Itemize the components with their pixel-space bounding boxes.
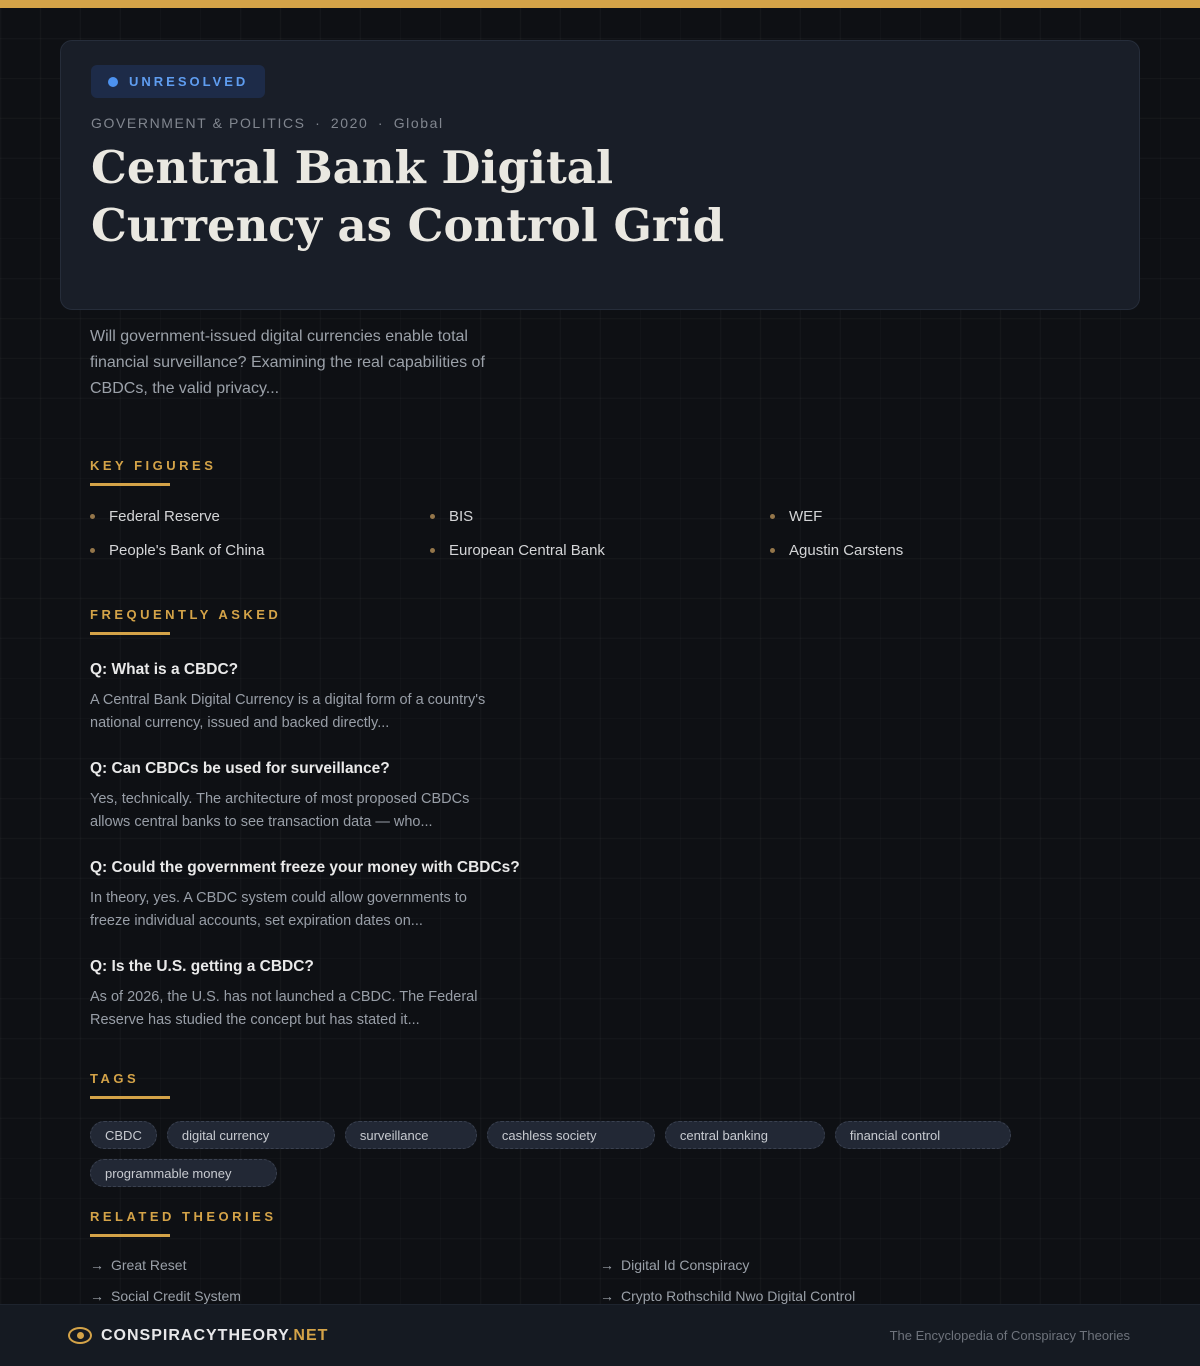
- key-figure-label: BIS: [449, 508, 474, 525]
- year-label: 2020: [330, 115, 369, 131]
- faq-question: Q: What is a CBDC?: [90, 661, 239, 678]
- footer-tagline: The Encyclopedia of Conspiracy Theories: [889, 1328, 1130, 1343]
- top-accent-bar: [0, 0, 1200, 8]
- list-item: [770, 508, 1110, 525]
- faq-item: [90, 760, 1110, 833]
- eye-pupil-icon: [77, 1332, 84, 1339]
- status-dot-icon: [108, 77, 118, 87]
- region-label: Global: [393, 115, 444, 131]
- faq-heading: FREQUENTLY ASKED: [90, 607, 282, 622]
- bullet-icon: [770, 548, 775, 553]
- key-figure-label: WEF: [789, 508, 823, 525]
- key-figure-label: European Central Bank: [449, 542, 605, 559]
- arrow-right-icon: →: [600, 1257, 614, 1273]
- bullet-icon: [430, 514, 435, 519]
- key-figures-list: [90, 508, 1110, 559]
- related-theory-link[interactable]: [90, 1288, 600, 1304]
- faq-question: Q: Could the government freeze your money with CBDCs?: [90, 859, 520, 876]
- list-item: [430, 542, 770, 559]
- tag-pill[interactable]: financial control: [835, 1121, 1011, 1149]
- tag-pill[interactable]: central banking: [665, 1121, 825, 1149]
- main-content: [60, 310, 1140, 1304]
- bullet-icon: [90, 548, 95, 553]
- arrow-right-icon: →: [90, 1257, 104, 1273]
- list-item: [770, 542, 1110, 559]
- related-theories-section: [90, 1209, 1110, 1304]
- faq-answer: Yes, technically. The architecture of most proposed CBDCs allows central banks to see transaction data — who...: [90, 791, 470, 830]
- site-logo[interactable]: [68, 1327, 328, 1345]
- status-badge-label: UNRESOLVED: [129, 74, 249, 89]
- category-label: GOVERNMENT & POLITICS: [91, 115, 306, 131]
- faq-item: [90, 859, 1110, 932]
- page: [0, 8, 1200, 1366]
- section-underline: [90, 1096, 170, 1099]
- tag-pill[interactable]: cashless society: [487, 1121, 655, 1149]
- theory-description: Will government-issued digital currencies enable total financial surveillance? Examining the real capabilities of CBDCs, the valid privacy...: [90, 328, 485, 397]
- related-theory-label: Social Credit System: [111, 1288, 241, 1304]
- tags-heading: TAGS: [90, 1071, 140, 1086]
- footer: [0, 1304, 1200, 1366]
- related-theory-link[interactable]: [600, 1257, 1110, 1273]
- bullet-icon: [430, 548, 435, 553]
- related-list: [90, 1257, 1110, 1304]
- tag-pill[interactable]: digital currency: [167, 1121, 335, 1149]
- status-badge: [91, 65, 265, 98]
- section-underline: [90, 483, 170, 486]
- faq-section: [90, 607, 1110, 1031]
- tag-pill[interactable]: CBDC: [90, 1121, 157, 1149]
- hero-card: [60, 40, 1140, 310]
- breadcrumb-meta: [91, 115, 1109, 131]
- bullet-icon: [770, 514, 775, 519]
- related-heading: RELATED THEORIES: [90, 1209, 277, 1224]
- key-figure-label: Federal Reserve: [109, 508, 220, 525]
- related-theory-label: Digital Id Conspiracy: [621, 1257, 750, 1273]
- meta-separator: ·: [315, 115, 322, 131]
- list-item: [430, 508, 770, 525]
- list-item: [90, 542, 430, 559]
- arrow-right-icon: →: [600, 1288, 614, 1304]
- faq-answer: In theory, yes. A CBDC system could allow governments to freeze individual accounts, set expiration dates on...: [90, 890, 467, 929]
- section-underline: [90, 632, 170, 635]
- tag-pill[interactable]: surveillance: [345, 1121, 477, 1149]
- related-theory-label: Crypto Rothschild Nwo Digital Control: [621, 1288, 856, 1304]
- key-figure-label: Agustin Carstens: [789, 542, 904, 559]
- tag-list: [90, 1121, 1050, 1187]
- section-underline: [90, 1234, 170, 1237]
- meta-separator: ·: [377, 115, 385, 131]
- tag-pill[interactable]: programmable money: [90, 1159, 277, 1187]
- faq-item: [90, 958, 1110, 1031]
- brand-name-tld: .NET: [287, 1326, 329, 1344]
- brand-name: [101, 1327, 328, 1345]
- arrow-right-icon: →: [90, 1288, 104, 1304]
- related-theory-link[interactable]: [90, 1257, 600, 1273]
- related-theory-label: Great Reset: [111, 1257, 187, 1273]
- key-figure-label: People's Bank of China: [109, 542, 265, 559]
- key-figures-section: [90, 458, 1110, 559]
- page-title: Central Bank Digital Currency as Control Grid: [91, 141, 725, 252]
- eye-logo-icon: [68, 1327, 92, 1344]
- list-item: [90, 508, 430, 525]
- key-figures-heading: KEY FIGURES: [90, 458, 217, 473]
- brand-name-main: CONSPIRACYTHEORY: [101, 1326, 288, 1344]
- bullet-icon: [90, 514, 95, 519]
- faq-question: Q: Can CBDCs be used for surveillance?: [90, 760, 390, 777]
- faq-answer: As of 2026, the U.S. has not launched a CBDC. The Federal Reserve has studied the concept but has stated it...: [90, 989, 478, 1028]
- faq-answer: A Central Bank Digital Currency is a digital form of a country's national currency, issued and backed directly...: [90, 692, 486, 731]
- tags-section: [90, 1071, 1110, 1187]
- faq-question: Q: Is the U.S. getting a CBDC?: [90, 958, 314, 975]
- related-theory-link[interactable]: [600, 1288, 1110, 1304]
- faq-item: [90, 661, 1110, 734]
